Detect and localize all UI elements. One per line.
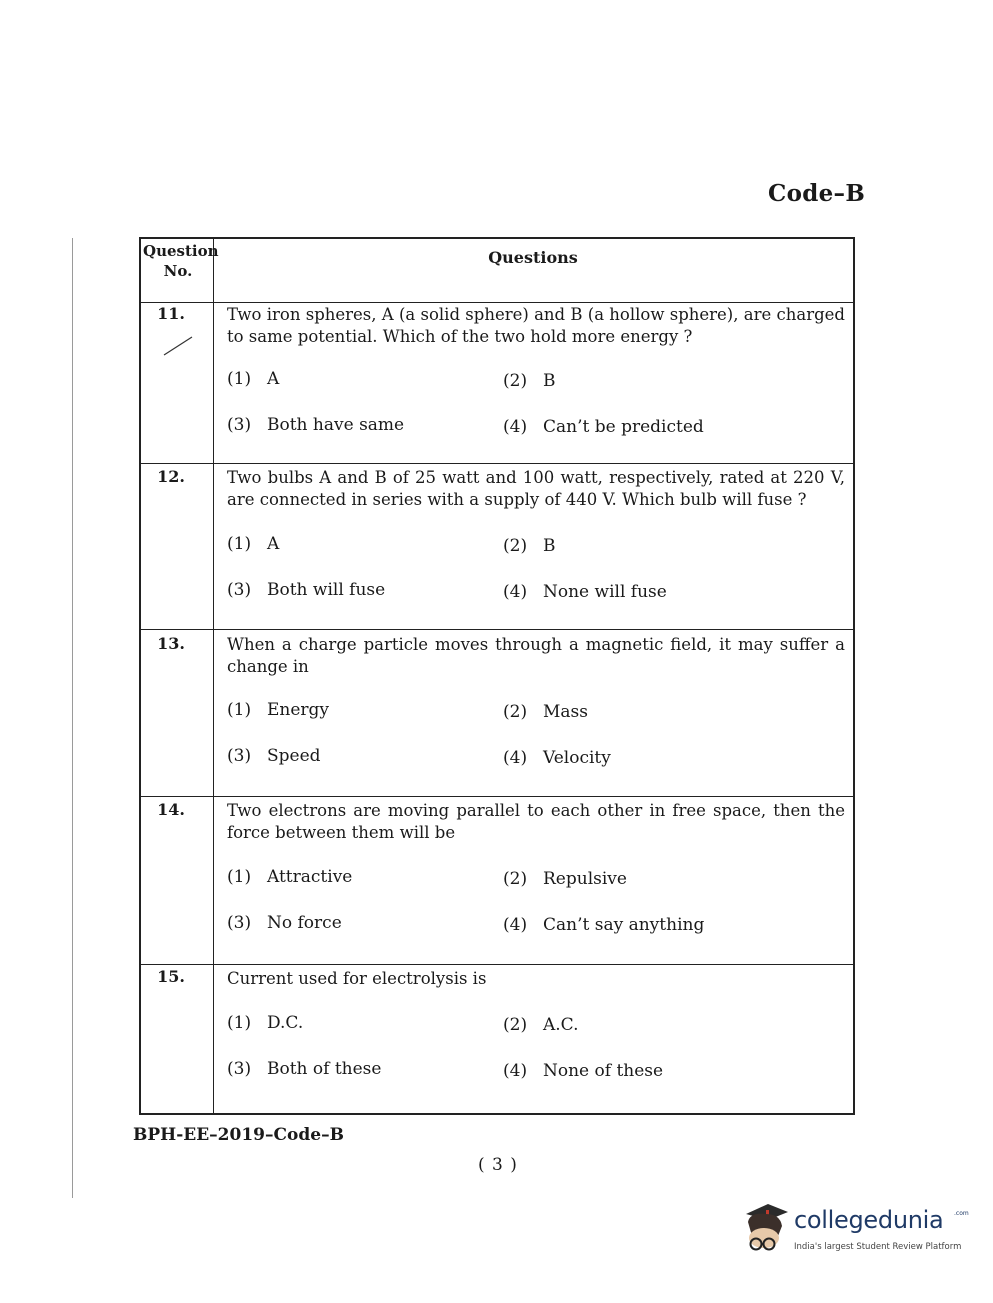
option-number: (3): [227, 415, 252, 435]
option-number: (1): [227, 369, 252, 389]
column-header-question-no-line1: Question: [143, 242, 219, 260]
question-number: 12.: [157, 467, 185, 486]
question-text: Two bulbs A and B of 25 watt and 100 watt, respectively, rated at 220 V, are connected in series with a supply of 440 V. Which bulb will fuse ?: [227, 468, 845, 509]
option-3: [227, 746, 321, 766]
question-text: Two iron spheres, A (a solid sphere) and B (a hollow sphere), are charged to same potential. Which of the two hold more energy ?: [227, 305, 845, 346]
option-1: [227, 369, 279, 389]
option-number: (1): [227, 700, 252, 720]
option-number: (1): [227, 867, 252, 887]
option-number: (4): [503, 417, 528, 437]
option-number: (4): [503, 748, 528, 768]
column-header-question-no-line2: No.: [163, 262, 193, 280]
option-number: (4): [503, 582, 528, 602]
option-2: [503, 702, 588, 722]
option-number: (2): [503, 371, 528, 391]
option-text: D.C.: [267, 1013, 304, 1033]
collegedunia-watermark: [738, 1200, 968, 1260]
binding-margin-line: [72, 238, 73, 1198]
option-2: [503, 536, 556, 556]
option-2: [503, 869, 627, 889]
option-text: A.C.: [543, 1015, 579, 1035]
option-2: [503, 371, 556, 391]
option-4: [503, 417, 704, 437]
option-text: A: [267, 534, 280, 554]
option-number: (2): [503, 869, 528, 889]
option-text: Energy: [267, 700, 330, 720]
option-text: Attractive: [267, 867, 353, 887]
mascot-icon: [738, 1200, 792, 1258]
option-text: No force: [267, 913, 342, 933]
option-3: [227, 415, 404, 435]
option-number: (2): [503, 536, 528, 556]
question-text: Two electrons are moving parallel to each other in free space, then the force between them will be: [227, 801, 845, 842]
question-number: 14.: [157, 800, 185, 819]
option-1: [227, 700, 329, 720]
paper-code-header: Code–B: [768, 180, 866, 207]
option-text: Can’t say anything: [543, 915, 705, 935]
option-text: B: [543, 371, 556, 391]
option-text: Mass: [543, 702, 588, 722]
option-number: (2): [503, 702, 528, 722]
option-2: [503, 1015, 579, 1035]
option-number: (1): [227, 534, 252, 554]
brand-tagline: India's largest Student Review Platform: [794, 1242, 962, 1252]
option-number: (3): [227, 1059, 252, 1079]
option-text: Both will fuse: [267, 580, 386, 600]
row-divider: [141, 302, 853, 303]
option-text: Velocity: [543, 748, 611, 768]
option-4: [503, 915, 704, 935]
option-3: [227, 1059, 381, 1079]
column-header-question-no: [143, 241, 219, 281]
option-number: (2): [503, 1015, 528, 1035]
option-4: [503, 582, 667, 602]
option-text: Repulsive: [543, 869, 627, 889]
question-number: 13.: [157, 634, 185, 653]
handwritten-tick-mark: [162, 335, 202, 359]
footer-paper-code: BPH-EE–2019–Code–B: [133, 1125, 344, 1145]
brand-domain: .com: [954, 1210, 969, 1217]
questions-table: [139, 237, 855, 1115]
option-number: (3): [227, 913, 252, 933]
column-header-questions: Questions: [488, 248, 578, 267]
option-text: None of these: [543, 1061, 664, 1081]
column-divider: [213, 239, 214, 1113]
option-1: [227, 534, 279, 554]
row-divider: [141, 796, 853, 797]
option-3: [227, 913, 342, 933]
option-text: Speed: [267, 746, 321, 766]
option-4: [503, 748, 611, 768]
option-4: [503, 1061, 663, 1081]
row-divider: [141, 629, 853, 630]
option-number: (4): [503, 1061, 528, 1081]
option-text: Both of these: [267, 1059, 382, 1079]
question-number: 11.: [157, 304, 185, 323]
option-text: A: [267, 369, 280, 389]
option-number: (3): [227, 580, 252, 600]
option-1: [227, 1013, 303, 1033]
question-text: Current used for electrolysis is: [227, 969, 487, 988]
question-text: When a charge particle moves through a magnetic field, it may suffer a change in: [227, 635, 845, 676]
option-text: B: [543, 536, 556, 556]
option-number: (1): [227, 1013, 252, 1033]
option-text: None will fuse: [543, 582, 667, 602]
option-1: [227, 867, 352, 887]
option-number: (4): [503, 915, 528, 935]
brand-name: collegedunia: [794, 1206, 944, 1234]
option-number: (3): [227, 746, 252, 766]
page-number: ( 3 ): [478, 1155, 518, 1175]
option-text: Can’t be predicted: [543, 417, 704, 437]
question-number: 15.: [157, 967, 185, 986]
row-divider: [141, 964, 853, 965]
option-3: [227, 580, 385, 600]
option-text: Both have same: [267, 415, 405, 435]
row-divider: [141, 463, 853, 464]
